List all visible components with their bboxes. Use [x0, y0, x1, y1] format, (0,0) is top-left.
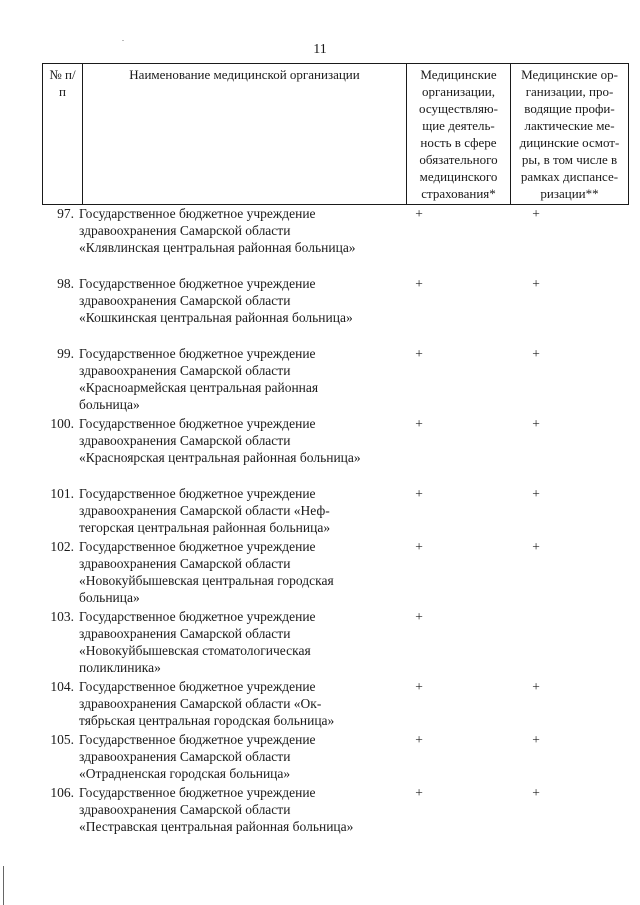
table-row	[0, 485, 640, 538]
scan-edge-line	[3, 866, 4, 905]
row-num: 98.	[57, 276, 74, 291]
scan-speck	[122, 40, 124, 41]
row-num: 105.	[50, 732, 74, 747]
row-med-mark: +	[532, 539, 540, 554]
row-oms-mark: +	[415, 785, 423, 800]
row-num: 100.	[50, 416, 74, 431]
row-oms-mark: +	[415, 206, 423, 221]
page-number: 11	[313, 42, 327, 57]
table-body	[0, 205, 640, 854]
row-oms-mark: +	[415, 609, 423, 624]
row-num: 104.	[50, 679, 74, 694]
header-num: № п/п	[43, 64, 83, 205]
row-oms-mark: +	[415, 276, 423, 291]
row-num: 106.	[50, 785, 74, 800]
table-row	[0, 275, 640, 345]
table-row	[0, 415, 640, 485]
row-med-mark: +	[532, 346, 540, 361]
row-name: Государственное бюджетное учреждение здравоохранения Самарской области «Ок-тябрьская центральная городская больница»	[79, 679, 335, 728]
row-oms-mark: +	[415, 732, 423, 747]
header-oms: Медицинские организации, осуществляю-щие деятель-ность в сфере обязательного медицинского страхования*	[407, 64, 511, 205]
row-med-mark: +	[532, 732, 540, 747]
row-med-mark: +	[532, 486, 540, 501]
row-oms-mark: +	[415, 539, 423, 554]
table-row	[0, 731, 640, 784]
table-row	[0, 205, 640, 275]
row-oms-mark: +	[415, 486, 423, 501]
table-header	[42, 63, 629, 205]
row-name: Государственное бюджетное учреждение здравоохранения Самарской области «Красноармейская центральная районная больница»	[79, 346, 319, 412]
row-name: Государственное бюджетное учреждение здравоохранения Самарской области «Клявлинская центральная районная больница»	[79, 206, 356, 255]
table-row	[0, 608, 640, 678]
row-name: Государственное бюджетное учреждение здравоохранения Самарской области «Новокуйбышевская стоматологическая поликлиника»	[79, 609, 316, 675]
row-name: Государственное бюджетное учреждение здравоохранения Самарской области «Кошкинская центральная районная больница»	[79, 276, 353, 325]
row-num: 97.	[57, 206, 74, 221]
table-row	[0, 784, 640, 854]
table-row	[0, 538, 640, 608]
row-num: 102.	[50, 539, 74, 554]
header-med: Медицинские ор-ганизации, про-водящие профи-лактические ме-дицинские осмот-ры, в том числе в рамках диспансе-ризации**	[511, 64, 629, 205]
row-med-mark: +	[532, 206, 540, 221]
table-row	[0, 345, 640, 415]
row-num: 101.	[50, 486, 74, 501]
row-num: 99.	[57, 346, 74, 361]
row-name: Государственное бюджетное учреждение здравоохранения Самарской области «Неф-тегорская центральная районная больница»	[79, 486, 331, 535]
row-med-mark: +	[532, 276, 540, 291]
header-name: Наименование медицинской организации	[83, 64, 407, 205]
row-oms-mark: +	[415, 679, 423, 694]
row-oms-mark: +	[415, 416, 423, 431]
row-oms-mark: +	[415, 346, 423, 361]
row-name: Государственное бюджетное учреждение здравоохранения Самарской области «Отрадненская городская больница»	[79, 732, 316, 781]
row-name: Государственное бюджетное учреждение здравоохранения Самарской области «Новокуйбышевская центральная городская больница»	[79, 539, 334, 605]
row-med-mark: +	[532, 679, 540, 694]
row-num: 103.	[50, 609, 74, 624]
row-med-mark: +	[532, 416, 540, 431]
row-name: Государственное бюджетное учреждение здравоохранения Самарской области «Красноярская центральная районная больница»	[79, 416, 361, 465]
table-row	[0, 678, 640, 731]
row-name: Государственное бюджетное учреждение здравоохранения Самарской области «Пестравская центральная районная больница»	[79, 785, 354, 834]
row-med-mark: +	[532, 785, 540, 800]
